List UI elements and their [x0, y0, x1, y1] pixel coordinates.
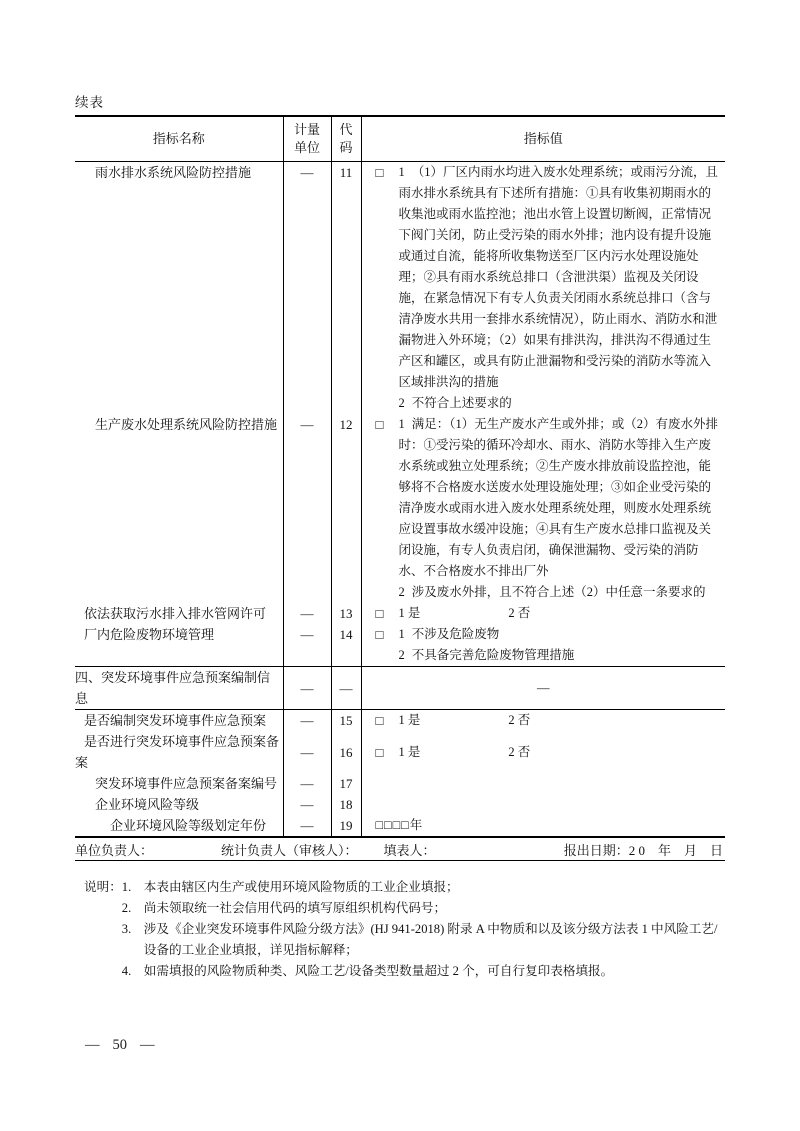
stat-head-label: 统计负责人（审核人）：	[221, 842, 358, 858]
header-row	[75, 116, 725, 162]
indicator-name-cell: 依法获取污水排入排水管网许可	[84, 606, 267, 621]
note-number: 1.	[121, 880, 132, 894]
indicator-name-cell: 厂内危险废物环境管理	[84, 627, 215, 642]
option-text-block	[399, 414, 720, 603]
table-row	[75, 815, 725, 837]
form-content	[75, 0, 725, 982]
table-row	[75, 162, 725, 415]
table-row	[75, 624, 725, 667]
unit-cell: —	[283, 667, 331, 710]
note-text: 本表由辖区内生产或使用环境风险物质的工业企业填报；	[143, 880, 459, 894]
indicator-name-cell: 企业环境风险等级划定年份	[110, 818, 267, 833]
code-cell: 13	[331, 603, 361, 624]
report-date-label: 报出日期：	[563, 842, 629, 858]
value-cell	[361, 731, 725, 773]
option-yes: 1 是	[398, 713, 421, 727]
unit-cell: —	[283, 794, 331, 815]
value-cell	[361, 794, 725, 815]
option-no: 2 否	[508, 606, 531, 620]
note-item	[122, 961, 725, 982]
value-cell	[361, 710, 725, 732]
table-row	[75, 710, 725, 732]
signature-row	[75, 838, 725, 861]
note-text: 如需填报的风险物质种类、风险工艺/设备类型数量超过 2 个，可自行复印表格填报。	[143, 964, 614, 978]
col-header-indicator-name: 指标名称	[75, 116, 283, 162]
page-number-value: 50	[112, 1037, 127, 1053]
note-number: 4.	[121, 964, 132, 978]
option-number: 2	[398, 585, 405, 599]
page-number	[85, 1037, 155, 1054]
unit-cell: —	[283, 414, 331, 603]
option-number: 1	[398, 627, 405, 641]
table-row	[75, 414, 725, 603]
note-number: 2.	[121, 901, 132, 915]
table-row	[75, 794, 725, 815]
value-options	[376, 162, 720, 414]
value-yes-no	[376, 710, 720, 731]
checkbox-icon[interactable]: □	[375, 744, 384, 760]
note-text: 尚未领取统一社会信用代码的填写原组织机构代码号；	[143, 901, 447, 915]
col-header-code-line1: 代	[339, 122, 353, 137]
page-number-dash-right: —	[140, 1037, 155, 1053]
code-cell: 12	[331, 414, 361, 603]
option-yes: 1 是	[398, 744, 421, 759]
indicator-name-cell: 雨水排水系统风险防控措施	[95, 165, 252, 180]
checkbox-icon[interactable]: □	[375, 165, 384, 180]
report-date-value: 2 0 年 月 日	[628, 842, 723, 858]
table-row	[75, 603, 725, 624]
option-text-block	[399, 624, 720, 666]
note-text: 涉及《企业突发环境事件风险分级方法》(HJ 941-2018) 附录 A 中物质和以及该分级方法表 1 中风险工艺/设备的工业企业填报，详见指标解释；	[143, 922, 718, 957]
col-header-unit-line2: 单位	[293, 140, 320, 155]
unit-cell: —	[283, 710, 331, 732]
indicator-name-cell: 生产废水处理系统风险防控措施	[95, 417, 278, 432]
unit-head-label: 单位负责人：	[75, 842, 154, 858]
note-item	[122, 877, 725, 898]
page-number-dash-left: —	[85, 1037, 100, 1053]
unit-cell: —	[283, 815, 331, 837]
notes-list	[122, 877, 725, 982]
option-yes: 1 是	[398, 606, 421, 620]
value-cell	[361, 815, 725, 837]
col-header-code-line2: 码	[339, 140, 353, 155]
report-date	[564, 840, 725, 859]
notes-label: 说明：	[84, 880, 122, 894]
option-text: 1 满足：（1）无生产废水产生或外排；或（2）有废水外排时：①受污染的循环冷却水、雨水、消防水等排入生产废水系统或独立处理系统；②生产废水排放前设监控池，能够将不合格废水送废水处理设施处理；③如企业受污染的清净废水或雨水进入废水处理系统处理，则废水处理系统应设置事故水缓冲设施；④具有生产废水总排口监视及关闭设施，有专人负责启闭，确保泄漏物、受污染的消防水、不合格废水不排出厂外	[398, 417, 719, 578]
unit-cell: —	[283, 624, 331, 667]
value-yes-no	[376, 603, 720, 624]
value-cell	[361, 624, 725, 667]
col-header-indicator-value: 指标值	[361, 116, 725, 162]
unit-cell: —	[283, 603, 331, 624]
option-number: 1	[398, 417, 405, 431]
option-no: 2 否	[508, 713, 531, 727]
indicator-name-cell: 突发环境事件应急预案备案编号	[95, 776, 278, 791]
indicator-name-cell: 四、突发环境事件应急预案编制信息	[75, 667, 283, 710]
unit-cell: —	[283, 773, 331, 794]
code-cell: —	[331, 667, 361, 710]
section-row	[75, 667, 725, 710]
code-cell: 16	[331, 731, 361, 773]
option-text: 2 涉及废水外排，且不符合上述（2）中任意一条要求的	[398, 585, 706, 599]
col-header-unit	[283, 116, 331, 162]
col-header-unit-line1: 计量	[293, 122, 320, 137]
col-header-code	[331, 116, 361, 162]
unit-cell: —	[283, 162, 331, 415]
table-row	[75, 773, 725, 794]
note-item	[122, 919, 725, 961]
checkbox-icon[interactable]: □	[375, 417, 384, 432]
value-cell	[361, 162, 725, 415]
option-number: 2	[398, 648, 405, 662]
continued-label: 续表	[75, 95, 104, 110]
code-cell: 18	[331, 794, 361, 815]
checkbox-icon[interactable]: □	[375, 713, 384, 728]
option-number: 1	[398, 165, 405, 179]
note-number: 3.	[121, 922, 132, 936]
form-filler-label: 填表人：	[383, 842, 436, 858]
value-cell: —	[361, 667, 725, 710]
value-yes-no	[376, 742, 720, 763]
year-fill-boxes[interactable]: □□□□年	[375, 818, 424, 832]
value-cell	[361, 603, 725, 624]
option-text-block	[399, 162, 720, 414]
value-cell	[361, 414, 725, 603]
option-no: 2 否	[508, 744, 531, 759]
code-cell: 17	[331, 773, 361, 794]
table-row	[75, 731, 725, 773]
code-cell: 19	[331, 815, 361, 837]
option-text: 2 不具备完善危险废物管理措施	[398, 648, 575, 662]
indicator-name-cell: 企业环境风险等级	[95, 797, 200, 812]
checkbox-icon[interactable]: □	[375, 606, 384, 621]
option-number: 2	[398, 396, 405, 410]
option-text: 1 不涉及危险废物	[398, 627, 500, 641]
value-options	[376, 414, 720, 603]
code-cell: 15	[331, 710, 361, 732]
value-options	[376, 624, 720, 666]
value-cell	[361, 773, 725, 794]
notes-section	[75, 877, 725, 982]
code-cell: 14	[331, 624, 361, 667]
indicator-table	[75, 115, 725, 838]
indicator-name-cell: 是否进行突发环境事件应急预案备案	[75, 734, 280, 770]
option-text: 2 不符合上述要求的	[398, 396, 512, 410]
checkbox-icon[interactable]: □	[375, 627, 384, 642]
note-item	[122, 898, 725, 919]
unit-cell: —	[283, 731, 331, 773]
indicator-name-cell: 是否编制突发环境事件应急预案	[84, 713, 267, 728]
option-text: 1 （1）厂区内雨水均进入废水处理系统；或雨污分流，且雨水排水系统具有下述所有措施：①具有收集初期雨水的收集池或雨水监控池；池出水管上设置切断阀，正常情况下阀门关闭，防止受污染的雨水外排；池内设有提升设施或通过自流，能将所收集物送至厂区内污水处理设施处理；②具有雨水系统总排口（含泄洪渠）监视及关闭设施，在紧急情况下有专人负责关闭雨水系统总排口（含与清净废水共用一套排水系统情况），防止雨水、消防水和泄漏物进入外环境；（2）如果有排洪沟，排洪沟不得通过生产区和罐区，或具有防止泄漏物和受污染的消防水等流入区域排洪沟的措施	[398, 165, 719, 389]
code-cell: 11	[331, 162, 361, 415]
